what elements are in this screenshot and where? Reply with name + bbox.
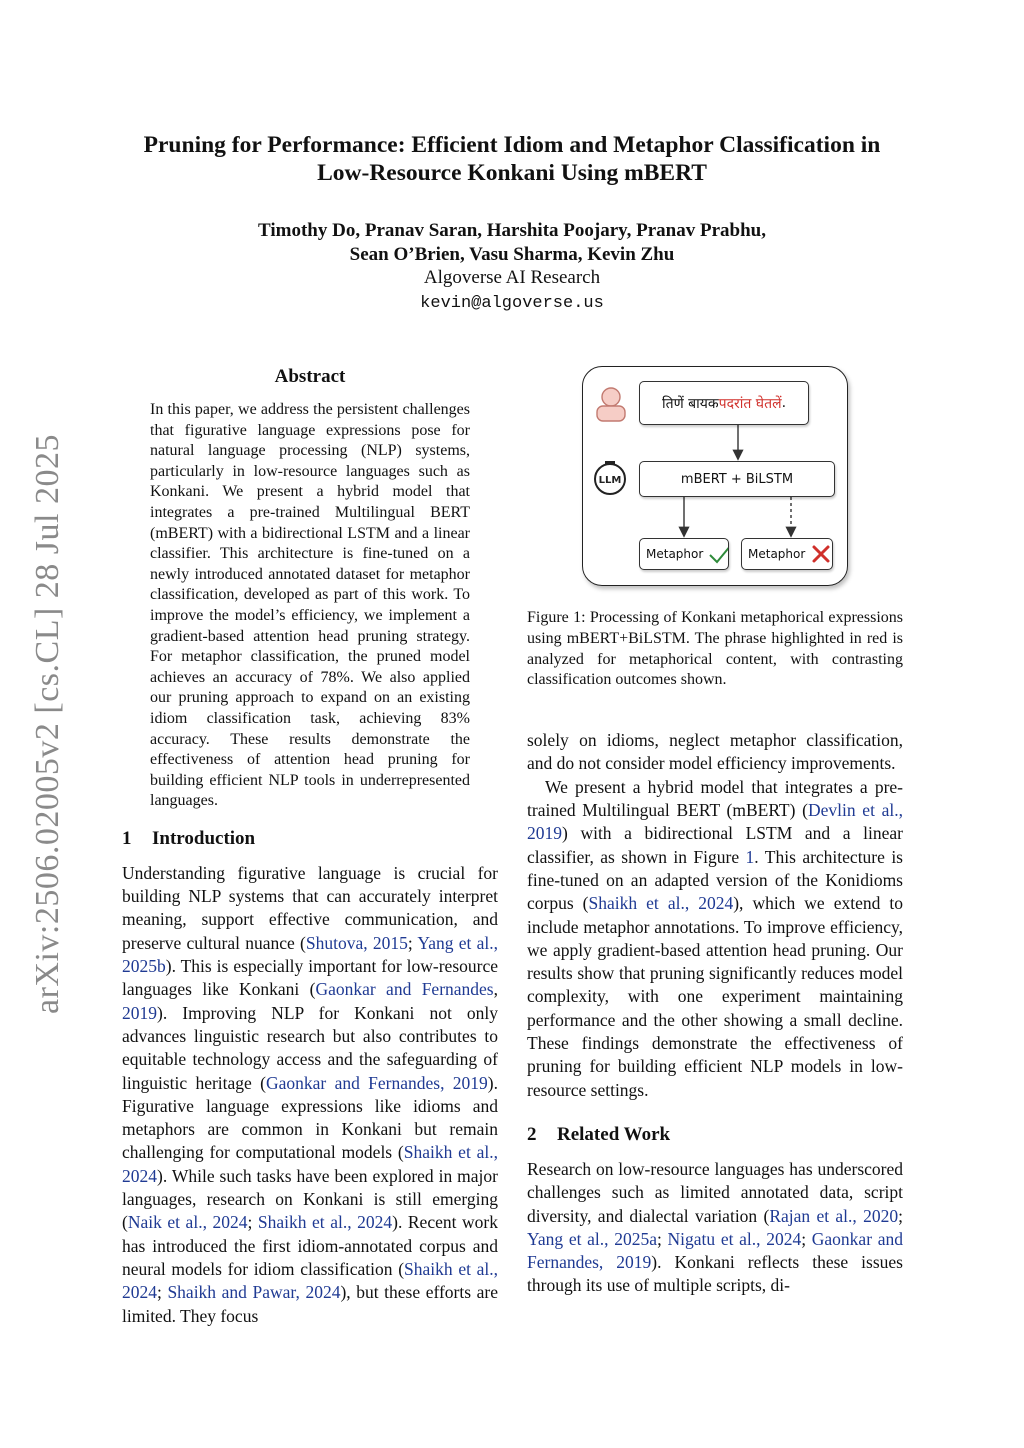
llm-icon-label: LLM <box>598 475 622 486</box>
paragraph-text: ; <box>247 1212 258 1233</box>
paragraph-text: . This architecture is fine-tuned on an adapted version of the Konidioms corpus ( <box>527 846 903 914</box>
section-1-title: Introduction <box>152 827 256 849</box>
right-column <box>527 366 903 1298</box>
citation-link[interactable]: 2019 <box>122 1002 157 1023</box>
figure-1-diagram <box>582 366 848 586</box>
citation-link[interactable]: Shaikh et al., 2024 <box>122 1258 498 1303</box>
paragraph-text: ), but these efforts are limited. They focus <box>122 1282 498 1326</box>
paragraph-text: Understanding figurative language is crucial for building NLP systems that can accurately interpret meaning, support effective communication, and preserve cultural nuance ( <box>122 862 498 953</box>
intro-paragraph-1 <box>122 862 498 1328</box>
output-metaphor-correct <box>639 538 729 570</box>
citation-link[interactable]: Rajan et al., 2020 <box>769 1205 899 1226</box>
title-line-2: Low-Resource Konkani Using mBERT <box>317 160 707 186</box>
paper-title <box>100 131 924 187</box>
citation-link[interactable]: Shaikh et al., 2024 <box>122 1142 498 1186</box>
author-names-2: Sean O’Brien, Vasu Sharma, Kevin Zhu <box>349 243 675 265</box>
author-block <box>100 219 924 315</box>
citation-link[interactable]: Yang et al., 2025a <box>527 1228 657 1249</box>
citation-link[interactable]: Devlin et al., 2019 <box>527 800 904 844</box>
konkani-input-box <box>639 381 809 425</box>
paragraph-text: solely on idioms, neglect metaphor classification, and do not consider model efficiency improvements. <box>527 730 903 774</box>
section-2-number: 2 <box>527 1123 537 1145</box>
citation-link[interactable]: 1 <box>745 846 755 867</box>
title-line-1: Pruning for Performance: Efficient Idiom and Metaphor Classification in <box>143 132 881 158</box>
citation-link[interactable]: Nigatu et al., 2024 <box>667 1228 802 1249</box>
abstract-text: In this paper, we address the persistent challenges that figurative language expressions pose for natural language processing (NLP) systems, particularly in low-resource languages such as Konkani. We present a hybrid model that integrates a pre-trained Multilingual BERT (mBERT) with a bidirectional LSTM and a linear classifier. This architecture is fine-tuned on a newly introduced annotated dataset for metaphor classification, developed as part of this work. To improve the model’s efficiency, we implement a gradient-based attention head pruning strategy. For metaphor classification, the pruned model achieves an accuracy of 78%. We also applied our pruning approach to expand on an existing idiom classification task, achieving 83% accuracy. These results demonstrate the effectiveness of attention head pruning for building efficient NLP tools in underrepresented languages. <box>150 401 470 810</box>
related-work-paragraph-1 <box>527 1158 903 1298</box>
abstract-heading: Abstract <box>274 366 346 387</box>
person-icon <box>597 388 625 421</box>
model-label: mBERT + BiLSTM <box>680 471 794 487</box>
left-column <box>122 366 498 1328</box>
model-box <box>639 461 835 497</box>
paragraph-text: ; <box>656 1228 668 1249</box>
paragraph-text: ). This is especially important for low-resource languages like Konkani ( <box>122 956 498 1000</box>
citation-link[interactable]: Yang et al., 2025b <box>122 932 498 977</box>
citation-link[interactable]: Gaonkar and Fernandes, 2019 <box>265 1072 488 1093</box>
paragraph-text: Research on low-resource languages has underscored challenges such as limited annotated data, script diversity, and dialectal variation ( <box>527 1158 903 1226</box>
section-1-number: 1 <box>122 827 132 849</box>
paragraph-text: ). Figurative language expressions like idioms and metaphors are common in Konkani but remain challenging for computational models ( <box>122 1072 498 1163</box>
citation-link[interactable]: Shaikh et al., 2024 <box>257 1212 393 1233</box>
paragraph-text: We present a hybrid model that integrates a pre-trained Multilingual BERT (mBERT) ( <box>527 776 903 821</box>
affiliation: Algoverse AI Research <box>423 267 601 288</box>
paragraph-text: , <box>493 979 498 1000</box>
cross-icon <box>811 544 831 564</box>
paragraph-text: ). Recent work has introduced the first idiom-annotated corpus and neural models for idiom classification ( <box>122 1212 498 1279</box>
input-phrase-end: . <box>781 395 787 411</box>
citation-link[interactable]: Shaikh and Pawar, 2024 <box>167 1282 341 1303</box>
citation-link[interactable]: Shutova, 2015 <box>305 932 408 953</box>
paragraph-text: ). Konkani reflects these issues through its use of multiple scripts, di- <box>527 1252 903 1296</box>
paragraph-text: ) with a bidirectional LSTM and a linear classifier, as shown in Figure <box>527 823 903 867</box>
citation-link[interactable]: Gaonkar and Fernandes <box>315 979 494 1000</box>
intro-paragraph-2 <box>527 776 903 1102</box>
output-left-label: Metaphor <box>646 547 704 561</box>
paragraph-text: ). Improving NLP for Konkani not only advances linguistic research but also contributes to equitable technology access and the safeguarding of linguistic heritage ( <box>122 1002 498 1093</box>
author-names-1: Timothy Do, Pranav Saran, Harshita Poojary, Pranav Prabhu, <box>258 220 766 241</box>
citation-link[interactable]: Gaonkar and Fernandes, 2019 <box>527 1228 903 1273</box>
section-1-heading <box>122 828 498 850</box>
intro-paragraph-1-continued <box>527 729 903 776</box>
paragraph-text: ; <box>157 1282 168 1303</box>
output-metaphor-wrong <box>741 538 833 570</box>
output-right-label: Metaphor <box>748 547 806 561</box>
section-2-heading <box>527 1124 903 1146</box>
figure-1-caption: Figure 1: Processing of Konkani metaphorical expressions using mBERT+BiLSTM. The phrase highlighted in red is analyzed for metaphorical content, with contrasting classification outcomes shown. <box>527 609 903 689</box>
input-phrase-plain: तिणें बायक <box>661 395 719 412</box>
section-2-title: Related Work <box>557 1123 671 1145</box>
paragraph-text: ; <box>801 1228 812 1249</box>
paragraph-text: ; <box>898 1205 903 1226</box>
arxiv-identifier-text: arXiv:2506.02005v2 [cs.CL] 28 Jul 2025 <box>29 434 66 1014</box>
paragraph-text: ; <box>407 932 418 953</box>
input-phrase-highlighted: पदरांत घेतलें <box>718 395 782 412</box>
checkmark-icon <box>707 543 728 565</box>
paragraph-text: ), which we extend to include metaphor annotations. To improve efficiency, we apply gradient-based attention head pruning. Our results show that pruning significantly reduces model complexity, with one experiment maintaining performance and the other showing a small decline. These findings demonstrate the effectiveness of pruning for building efficient NLP models in low-resource settings. <box>527 893 903 1100</box>
citation-link[interactable]: Naik et al., 2024 <box>127 1212 248 1233</box>
citation-link[interactable]: Shaikh et al., 2024 <box>588 893 734 914</box>
contact-email[interactable]: kevin@algoverse.us <box>420 293 604 313</box>
paragraph-text: ). While such tasks have been explored in major languages, research on Konkani is still emerging ( <box>122 1165 498 1233</box>
